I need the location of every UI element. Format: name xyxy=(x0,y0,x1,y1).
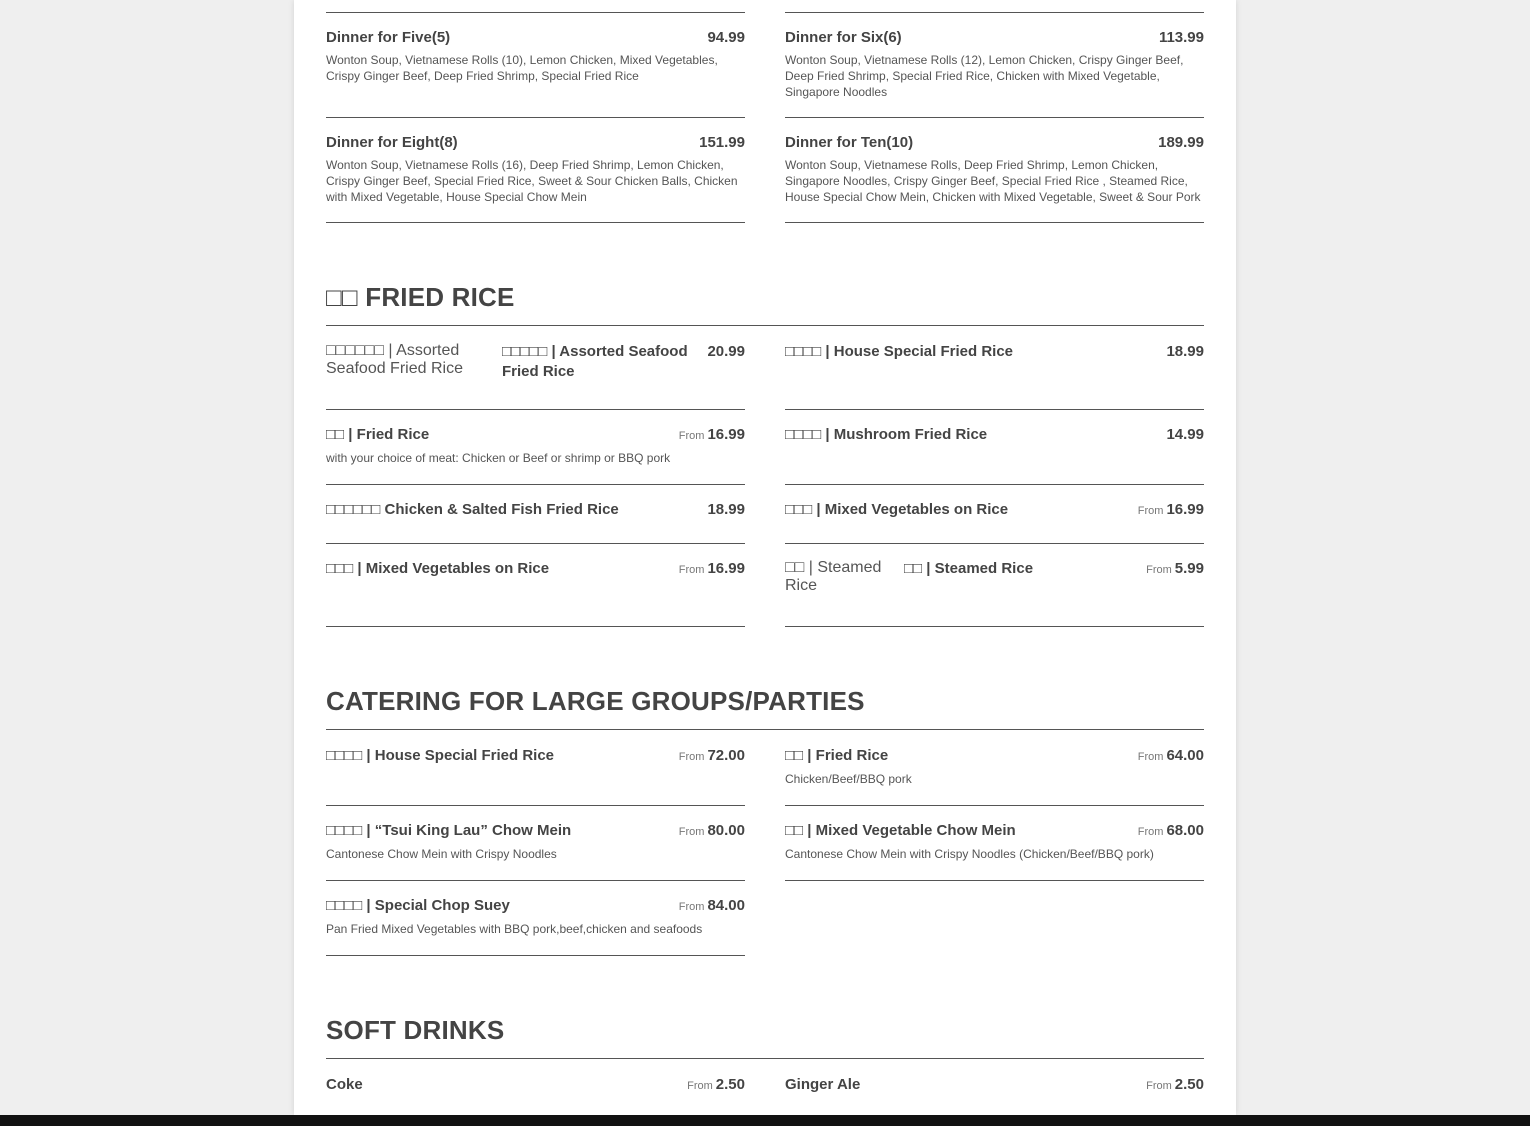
section-divider xyxy=(326,1058,1204,1059)
item-name: □□□□ | Special Chop Suey xyxy=(326,897,510,914)
item-description: Chicken/Beef/BBQ pork xyxy=(785,772,912,786)
divider xyxy=(326,117,745,118)
from-label: From xyxy=(687,1080,713,1092)
price-value: 84.00 xyxy=(707,897,745,914)
item-description: Pan Fried Mixed Vegetables with BBQ pork,beef,chicken and seafoods xyxy=(326,922,703,936)
menu-item-fried-rice[interactable] xyxy=(326,425,745,470)
item-price xyxy=(1166,425,1204,445)
item-name: □□□□ | House Special Fried Rice xyxy=(326,747,555,764)
from-label: From xyxy=(1137,826,1164,838)
item-price xyxy=(687,1075,745,1096)
price-value: 2.50 xyxy=(1174,1076,1204,1093)
from-label: From xyxy=(1137,505,1164,517)
item-price xyxy=(707,342,745,362)
section-title-catering: CATERING FOR LARGE GROUPS/PARTIES xyxy=(326,686,865,716)
item-price xyxy=(699,133,745,153)
section-divider xyxy=(326,325,1204,326)
menu-item-catering-mixed-vegetable-chow-mein[interactable] xyxy=(785,821,1204,866)
menu-item-ginger-ale[interactable] xyxy=(785,1075,1204,1105)
item-name: □□□ | Mixed Vegetables on Rice xyxy=(785,501,1009,518)
item-description: Cantonese Chow Mein with Crispy Noodles xyxy=(326,847,557,861)
price-value: 5.99 xyxy=(1174,560,1204,577)
item-name: □□ | Fried Rice xyxy=(326,426,430,443)
item-name: Dinner for Six(6) xyxy=(785,29,902,46)
price-value: 64.00 xyxy=(1166,747,1204,764)
from-label: From xyxy=(1146,1080,1172,1092)
item-name: Coke xyxy=(326,1076,363,1093)
item-name: Ginger Ale xyxy=(785,1076,861,1093)
menu-item-catering-special-chop-suey[interactable] xyxy=(326,896,745,941)
menu-item-chicken-salted-fish-fried-rice[interactable] xyxy=(326,500,745,530)
item-description: Cantonese Chow Mein with Crispy Noodles (Chicken/Beef/BBQ pork) xyxy=(785,847,1154,861)
from-label: From xyxy=(678,751,705,763)
item-description: Wonton Soup, Vietnamese Rolls, Deep Fried Shrimp, Lemon Chicken, Singapore Noodles, Crispy Ginger Beef, Special Fried Rice , Steamed Rice, House Special Chow Mein, Chicken with Mixed Vegetable, Sweet & Sour Pork xyxy=(785,158,1201,204)
item-price xyxy=(1146,559,1204,580)
item-description: Wonton Soup, Vietnamese Rolls (16), Deep Fried Shrimp, Lemon Chicken, Crispy Ginger Beef, Special Fried Rice, Sweet & Sour Chicken Balls, Chicken with Mixed Vegetable, House Special Chow Mein xyxy=(326,158,738,204)
from-label: From xyxy=(678,826,705,838)
price-value: 113.99 xyxy=(1158,29,1204,46)
item-price xyxy=(679,746,745,767)
divider xyxy=(785,222,1204,223)
menu-item-dinner-for-five[interactable] xyxy=(326,28,745,88)
item-price xyxy=(707,500,745,520)
menu-item-mixed-vegetables-on-rice[interactable] xyxy=(785,500,1204,530)
item-name: Dinner for Ten(10) xyxy=(785,134,914,151)
divider xyxy=(326,543,745,544)
item-name: □□□ | Mixed Vegetables on Rice xyxy=(326,560,550,577)
price-value: 68.00 xyxy=(1166,822,1204,839)
price-value: 20.99 xyxy=(707,343,745,360)
from-label: From xyxy=(678,430,705,442)
item-price xyxy=(679,896,745,917)
section-title-fried-rice: □□ FRIED RICE xyxy=(326,282,515,312)
from-label: From xyxy=(678,564,705,576)
item-name: □□□□ | House Special Fried Rice xyxy=(785,343,1014,360)
item-name: □□□□□ | Assorted Seafood Fried Rice xyxy=(502,343,688,380)
price-value: 16.99 xyxy=(1166,501,1204,518)
item-price xyxy=(1159,28,1204,48)
item-price xyxy=(1138,821,1204,842)
item-name: □□ | Steamed Rice xyxy=(904,560,1034,577)
divider xyxy=(326,626,745,627)
divider xyxy=(326,805,745,806)
item-price xyxy=(1138,500,1204,521)
item-description: Wonton Soup, Vietnamese Rolls (10), Lemon Chicken, Mixed Vegetables, Crispy Ginger Beef, Deep Fried Shrimp, Special Fried Rice xyxy=(326,53,718,83)
item-name: □□ | Mixed Vegetable Chow Mein xyxy=(785,822,1016,839)
divider xyxy=(785,626,1204,627)
price-value: 189.99 xyxy=(1158,134,1204,151)
price-value: 16.99 xyxy=(707,560,745,577)
item-price xyxy=(679,559,745,580)
item-description: Wonton Soup, Vietnamese Rolls (12), Lemon Chicken, Crispy Ginger Beef, Deep Fried Shrimp, Special Fried Rice, Chicken with Mixed Vegetable, Singapore Noodles xyxy=(785,53,1184,99)
price-value: 16.99 xyxy=(707,426,745,443)
menu-item-dinner-for-ten[interactable] xyxy=(785,133,1204,209)
price-value: 2.50 xyxy=(715,1076,745,1093)
divider xyxy=(326,880,745,881)
price-value: 80.00 xyxy=(707,822,745,839)
item-price xyxy=(1138,746,1204,767)
divider xyxy=(326,222,745,223)
item-description: with your choice of meat: Chicken or Beef or shrimp or BBQ pork xyxy=(326,451,671,465)
divider xyxy=(326,484,745,485)
section-title-soft-drinks: SOFT DRINKS xyxy=(326,1015,505,1045)
divider xyxy=(785,805,1204,806)
menu-item-assorted-seafood-fried-rice[interactable] xyxy=(326,342,745,392)
item-name: Dinner for Eight(8) xyxy=(326,134,458,151)
price-value: 151.99 xyxy=(699,134,745,151)
price-value: 18.99 xyxy=(1166,343,1204,360)
item-price xyxy=(1146,1075,1204,1096)
item-name: □□□□ | Mushroom Fried Rice xyxy=(785,426,988,443)
menu-item-dinner-for-eight[interactable] xyxy=(326,133,745,209)
item-name: Dinner for Five(5) xyxy=(326,29,451,46)
menu-item-catering-house-special-fried-rice[interactable] xyxy=(326,746,745,791)
menu-item-mixed-vegetables-on-rice[interactable] xyxy=(326,559,745,609)
price-value: 94.99 xyxy=(707,29,745,46)
from-label: From xyxy=(1137,751,1164,763)
item-price xyxy=(1158,133,1204,153)
item-price xyxy=(679,425,745,446)
item-price xyxy=(1166,342,1204,362)
divider xyxy=(785,117,1204,118)
divider xyxy=(785,409,1204,410)
price-value: 72.00 xyxy=(707,747,745,764)
menu-item-dinner-for-six[interactable] xyxy=(785,28,1204,104)
item-price xyxy=(679,821,745,842)
menu-item-catering-fried-rice[interactable] xyxy=(785,746,1204,791)
item-name: □□□□□□ Chicken & Salted Fish Fried Rice xyxy=(326,501,619,518)
bottom-bar xyxy=(0,1115,1530,1126)
menu-page xyxy=(294,0,1236,1115)
item-image: □□□□□□ | Assorted Seafood Fried Rice xyxy=(326,342,463,377)
divider xyxy=(326,409,745,410)
from-label: From xyxy=(678,901,705,913)
menu-item-coke[interactable] xyxy=(326,1075,745,1105)
menu-item-mushroom-fried-rice[interactable] xyxy=(785,425,1204,470)
divider xyxy=(785,12,1204,13)
item-image: □□ | Steamed Rice xyxy=(785,559,882,594)
price-value: 18.99 xyxy=(707,501,745,518)
price-value: 14.99 xyxy=(1166,426,1204,443)
item-name: □□□□ | “Tsui King Lau” Chow Mein xyxy=(326,822,572,839)
divider xyxy=(785,484,1204,485)
item-name: □□ | Fried Rice xyxy=(785,747,889,764)
divider xyxy=(785,880,1204,881)
item-price xyxy=(707,28,745,48)
divider xyxy=(785,543,1204,544)
section-divider xyxy=(326,729,1204,730)
divider xyxy=(326,12,745,13)
from-label: From xyxy=(1146,564,1172,576)
divider xyxy=(326,955,745,956)
menu-item-catering-tsui-king-lau-chow-mein[interactable] xyxy=(326,821,745,866)
menu-item-house-special-fried-rice[interactable] xyxy=(785,342,1204,392)
menu-item-steamed-rice[interactable] xyxy=(785,559,1204,609)
